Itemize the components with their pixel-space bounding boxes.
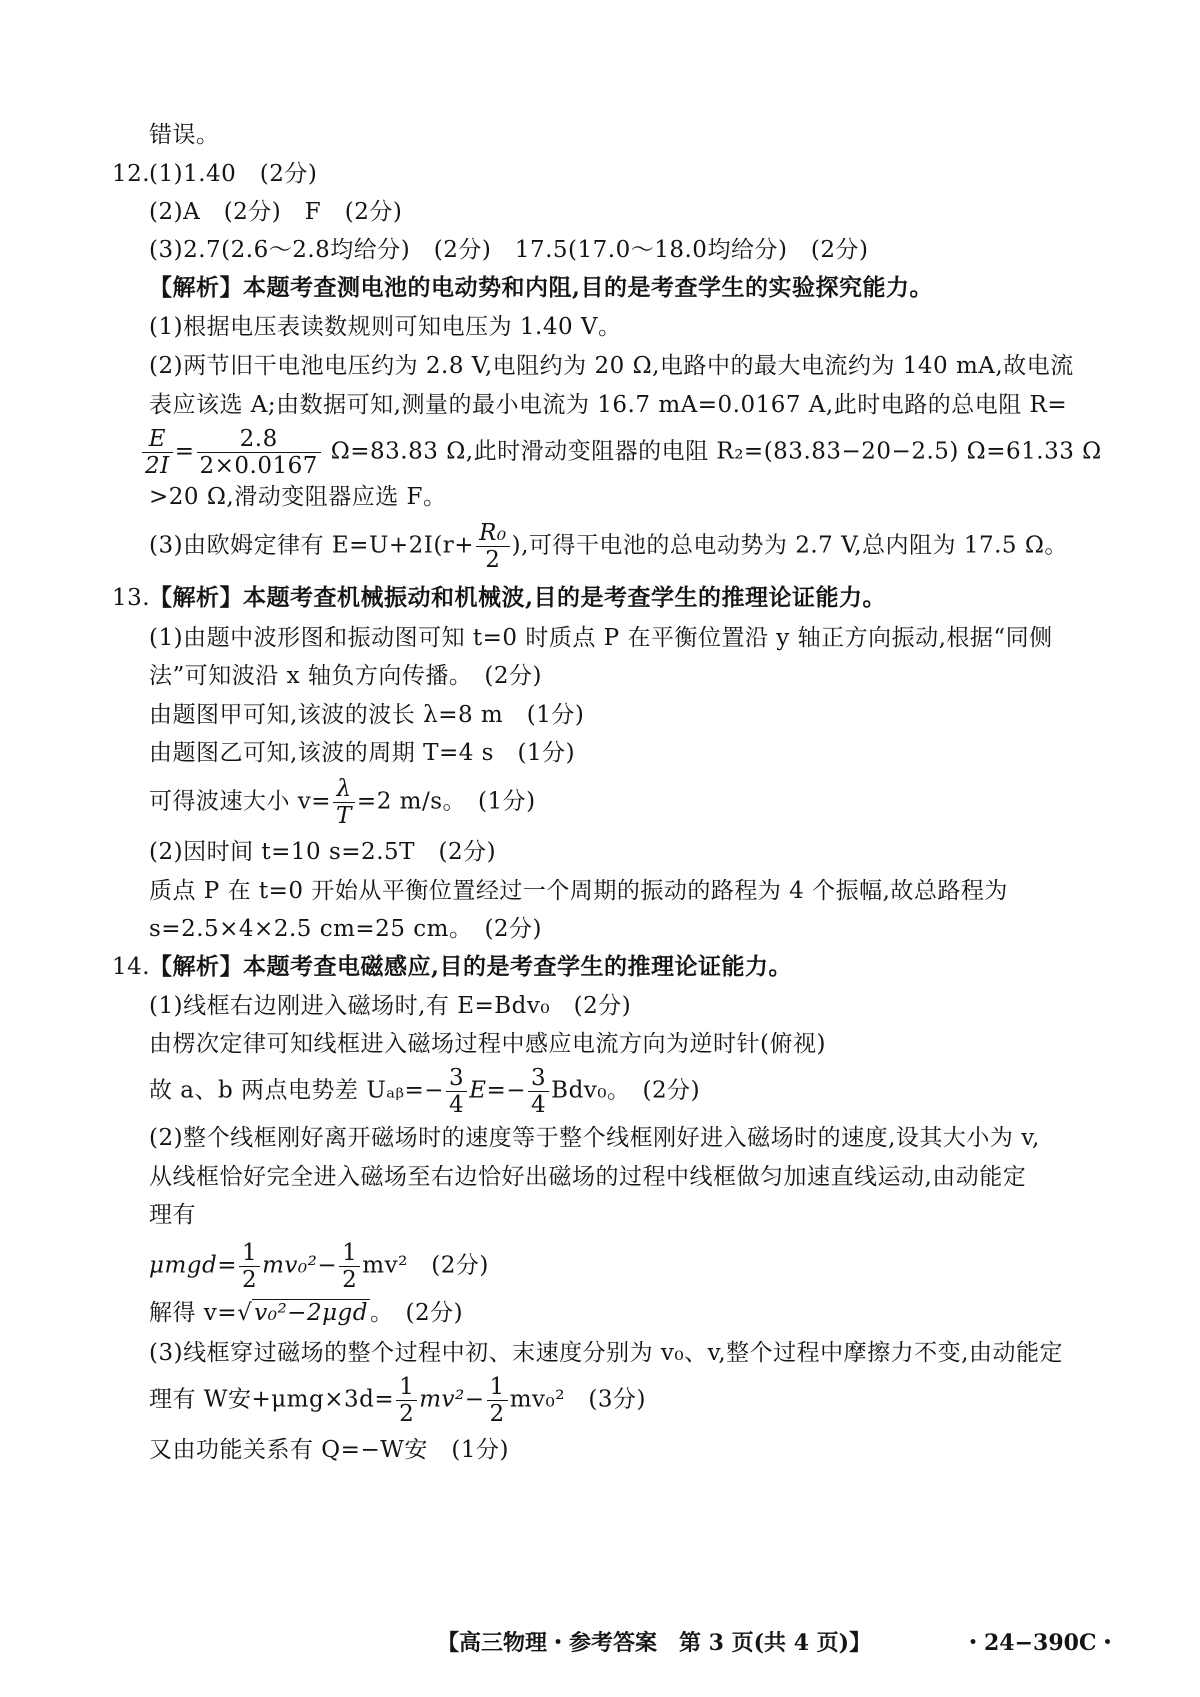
analysis-text: 本题考查机械振动和机械波,目的是考查学生的推理论证能力。 bbox=[243, 584, 887, 611]
question-number: 14. bbox=[112, 954, 151, 980]
denominator: 4 bbox=[449, 1092, 465, 1118]
text-line: 质点 P 在 t=0 开始从平衡位置经过一个周期的振动的路程为 4 个振幅,故总路程为 bbox=[149, 878, 1008, 904]
numerator: R₀ bbox=[476, 520, 510, 547]
text-line: 由题图甲可知,该波的波长 λ=8 m (1分) bbox=[149, 702, 585, 728]
text-line: 理有 bbox=[149, 1202, 196, 1228]
formula-text: =2 m/s。 (1分) bbox=[356, 788, 536, 815]
formula-text: ),可得干电池的总电动势为 2.7 V,总内阻为 17.5 Ω。 bbox=[511, 532, 1068, 559]
denominator: 4 bbox=[531, 1092, 547, 1118]
text-line: (1)线框右边刚进入磁场时,有 E=Bdv₀ (2分) bbox=[149, 993, 632, 1019]
denominator: 2 bbox=[342, 1267, 358, 1293]
denominator: 2 bbox=[489, 1401, 505, 1427]
fraction bbox=[446, 1065, 467, 1118]
numerator: E bbox=[142, 426, 173, 453]
text-line: (1)根据电压表读数规则可知电压为 1.40 V。 bbox=[149, 314, 622, 340]
denominator: 2 bbox=[485, 547, 501, 573]
text-line: (1)1.40 (2分) bbox=[149, 161, 318, 187]
formula-line bbox=[140, 426, 1200, 479]
formula-line bbox=[0, 1240, 1200, 1293]
fraction bbox=[396, 1374, 417, 1427]
formula-text: (3)由欧姆定律有 E=U+2I(r+ bbox=[149, 532, 475, 559]
formula-text: 。 (2分) bbox=[369, 1300, 464, 1326]
formula-text: Ω=83.83 Ω,此时滑动变阻器的电阻 R₂=(83.83−20−2.5) Ω=61.33 Ω bbox=[322, 438, 1102, 465]
formula-text: E=− bbox=[469, 1077, 527, 1104]
analysis-heading bbox=[149, 583, 886, 613]
analysis-text: 本题考查测电池的电动势和内阻,目的是考查学生的实验探究能力。 bbox=[243, 274, 934, 301]
text-line: s=2.5×4×2.5 cm=25 cm。 (2分) bbox=[149, 916, 543, 942]
fraction bbox=[239, 1240, 260, 1293]
numerator: 3 bbox=[446, 1065, 467, 1092]
formula-text: 理有 W安+μmg×3d= bbox=[149, 1386, 395, 1413]
fraction bbox=[339, 1240, 360, 1293]
denominator: T bbox=[336, 803, 352, 829]
text-line: (2)因时间 t=10 s=2.5T (2分) bbox=[149, 839, 497, 865]
fraction bbox=[528, 1065, 549, 1118]
analysis-tag: 【解析】 bbox=[149, 584, 243, 611]
numerator: 3 bbox=[528, 1065, 549, 1092]
text-line: (2)整个线框刚好离开磁场时的速度等于整个线框刚好进入磁场时的速度,设其大小为 v, bbox=[149, 1125, 1040, 1151]
formula-line bbox=[0, 1298, 1200, 1328]
text-line: 法”可知波沿 x 轴负方向传播。 (2分) bbox=[149, 663, 542, 689]
formula-text: 解得 v=√ bbox=[149, 1300, 253, 1326]
fraction bbox=[142, 426, 173, 479]
fraction bbox=[487, 1374, 508, 1427]
formula-line bbox=[0, 1374, 1200, 1427]
text-line: 从线框恰好完全进入磁场至右边恰好出磁场的过程中线框做匀加速直线运动,由动能定 bbox=[149, 1164, 1027, 1190]
formula-line bbox=[0, 520, 1200, 573]
equals-sign: = bbox=[174, 438, 195, 465]
formula-text: Bdv₀。 (2分) bbox=[551, 1077, 701, 1104]
formula-text: μmgd= bbox=[149, 1252, 237, 1279]
text-line: 错误。 bbox=[149, 122, 220, 148]
analysis-tag: 【解析】 bbox=[149, 953, 243, 980]
formula-text: 可得波速大小 v= bbox=[149, 788, 332, 815]
denominator: 2×0.0167 bbox=[199, 453, 318, 479]
numerator: 1 bbox=[239, 1240, 260, 1267]
analysis-heading bbox=[0, 273, 1200, 303]
analysis-text: 本题考查电磁感应,目的是考查学生的推理论证能力。 bbox=[243, 953, 793, 980]
fraction bbox=[333, 776, 355, 829]
square-root bbox=[252, 1298, 370, 1328]
formula-text: mv²− bbox=[419, 1386, 485, 1413]
fraction bbox=[197, 426, 321, 479]
formula-text: mv² (2分) bbox=[362, 1252, 489, 1279]
formula-line bbox=[0, 776, 1200, 829]
denominator: 2 bbox=[399, 1401, 415, 1427]
numerator: 1 bbox=[487, 1374, 508, 1401]
question-number: 13. bbox=[112, 585, 151, 611]
fraction bbox=[476, 520, 510, 573]
denominator: 2 bbox=[241, 1267, 258, 1293]
analysis-tag: 【解析】 bbox=[149, 274, 243, 301]
text-line: 又由功能关系有 Q=−W安 (1分) bbox=[149, 1437, 509, 1463]
numerator: 2.8 bbox=[197, 426, 321, 453]
text-line: (2)A (2分) F (2分) bbox=[149, 199, 403, 225]
question-number: 12. bbox=[112, 161, 151, 187]
formula-line bbox=[0, 1065, 1200, 1118]
formula-text: mv₀²− bbox=[262, 1252, 338, 1279]
footer-page-info: 【高三物理・参考答案 第 3 页(共 4 页)】 bbox=[437, 1630, 872, 1656]
text-line: 由题图乙可知,该波的周期 T=4 s (1分) bbox=[149, 740, 576, 766]
formula-text: 故 a、b 两点电势差 Uₐᵦ=− bbox=[149, 1077, 445, 1104]
denominator: 2I bbox=[145, 453, 170, 479]
numerator: 1 bbox=[339, 1240, 360, 1267]
text-line: 表应该选 A;由数据可知,测量的最小电流为 16.7 mA=0.0167 A,此时电路的总电阻 R= bbox=[149, 392, 1068, 418]
numerator: λ bbox=[333, 776, 355, 803]
text-line: (3)2.7(2.6～2.8均给分) (2分) 17.5(17.0～18.0均给分) (2分) bbox=[149, 237, 869, 263]
text-line: 由楞次定律可知线框进入磁场过程中感应电流方向为逆时针(俯视) bbox=[149, 1031, 826, 1057]
formula-text: mv₀² (3分) bbox=[509, 1386, 647, 1413]
text-line: (2)两节旧干电池电压约为 2.8 V,电阻约为 20 Ω,电路中的最大电流约为 140 mA,故电流 bbox=[149, 353, 1074, 379]
text-line: (1)由题中波形图和振动图可知 t=0 时质点 P 在平衡位置沿 y 轴正方向振动,根据“同侧 bbox=[149, 625, 1053, 651]
footer-code: ・24−390C・ bbox=[962, 1630, 1119, 1656]
radicand: v₀²−2μgd bbox=[254, 1300, 368, 1326]
numerator: 1 bbox=[396, 1374, 417, 1401]
text-line: >20 Ω,滑动变阻器应选 F。 bbox=[149, 484, 447, 510]
analysis-heading bbox=[149, 952, 792, 982]
text-line: (3)线框穿过磁场的整个过程中初、末速度分别为 v₀、v,整个过程中摩擦力不变,由动能定 bbox=[149, 1340, 1063, 1366]
